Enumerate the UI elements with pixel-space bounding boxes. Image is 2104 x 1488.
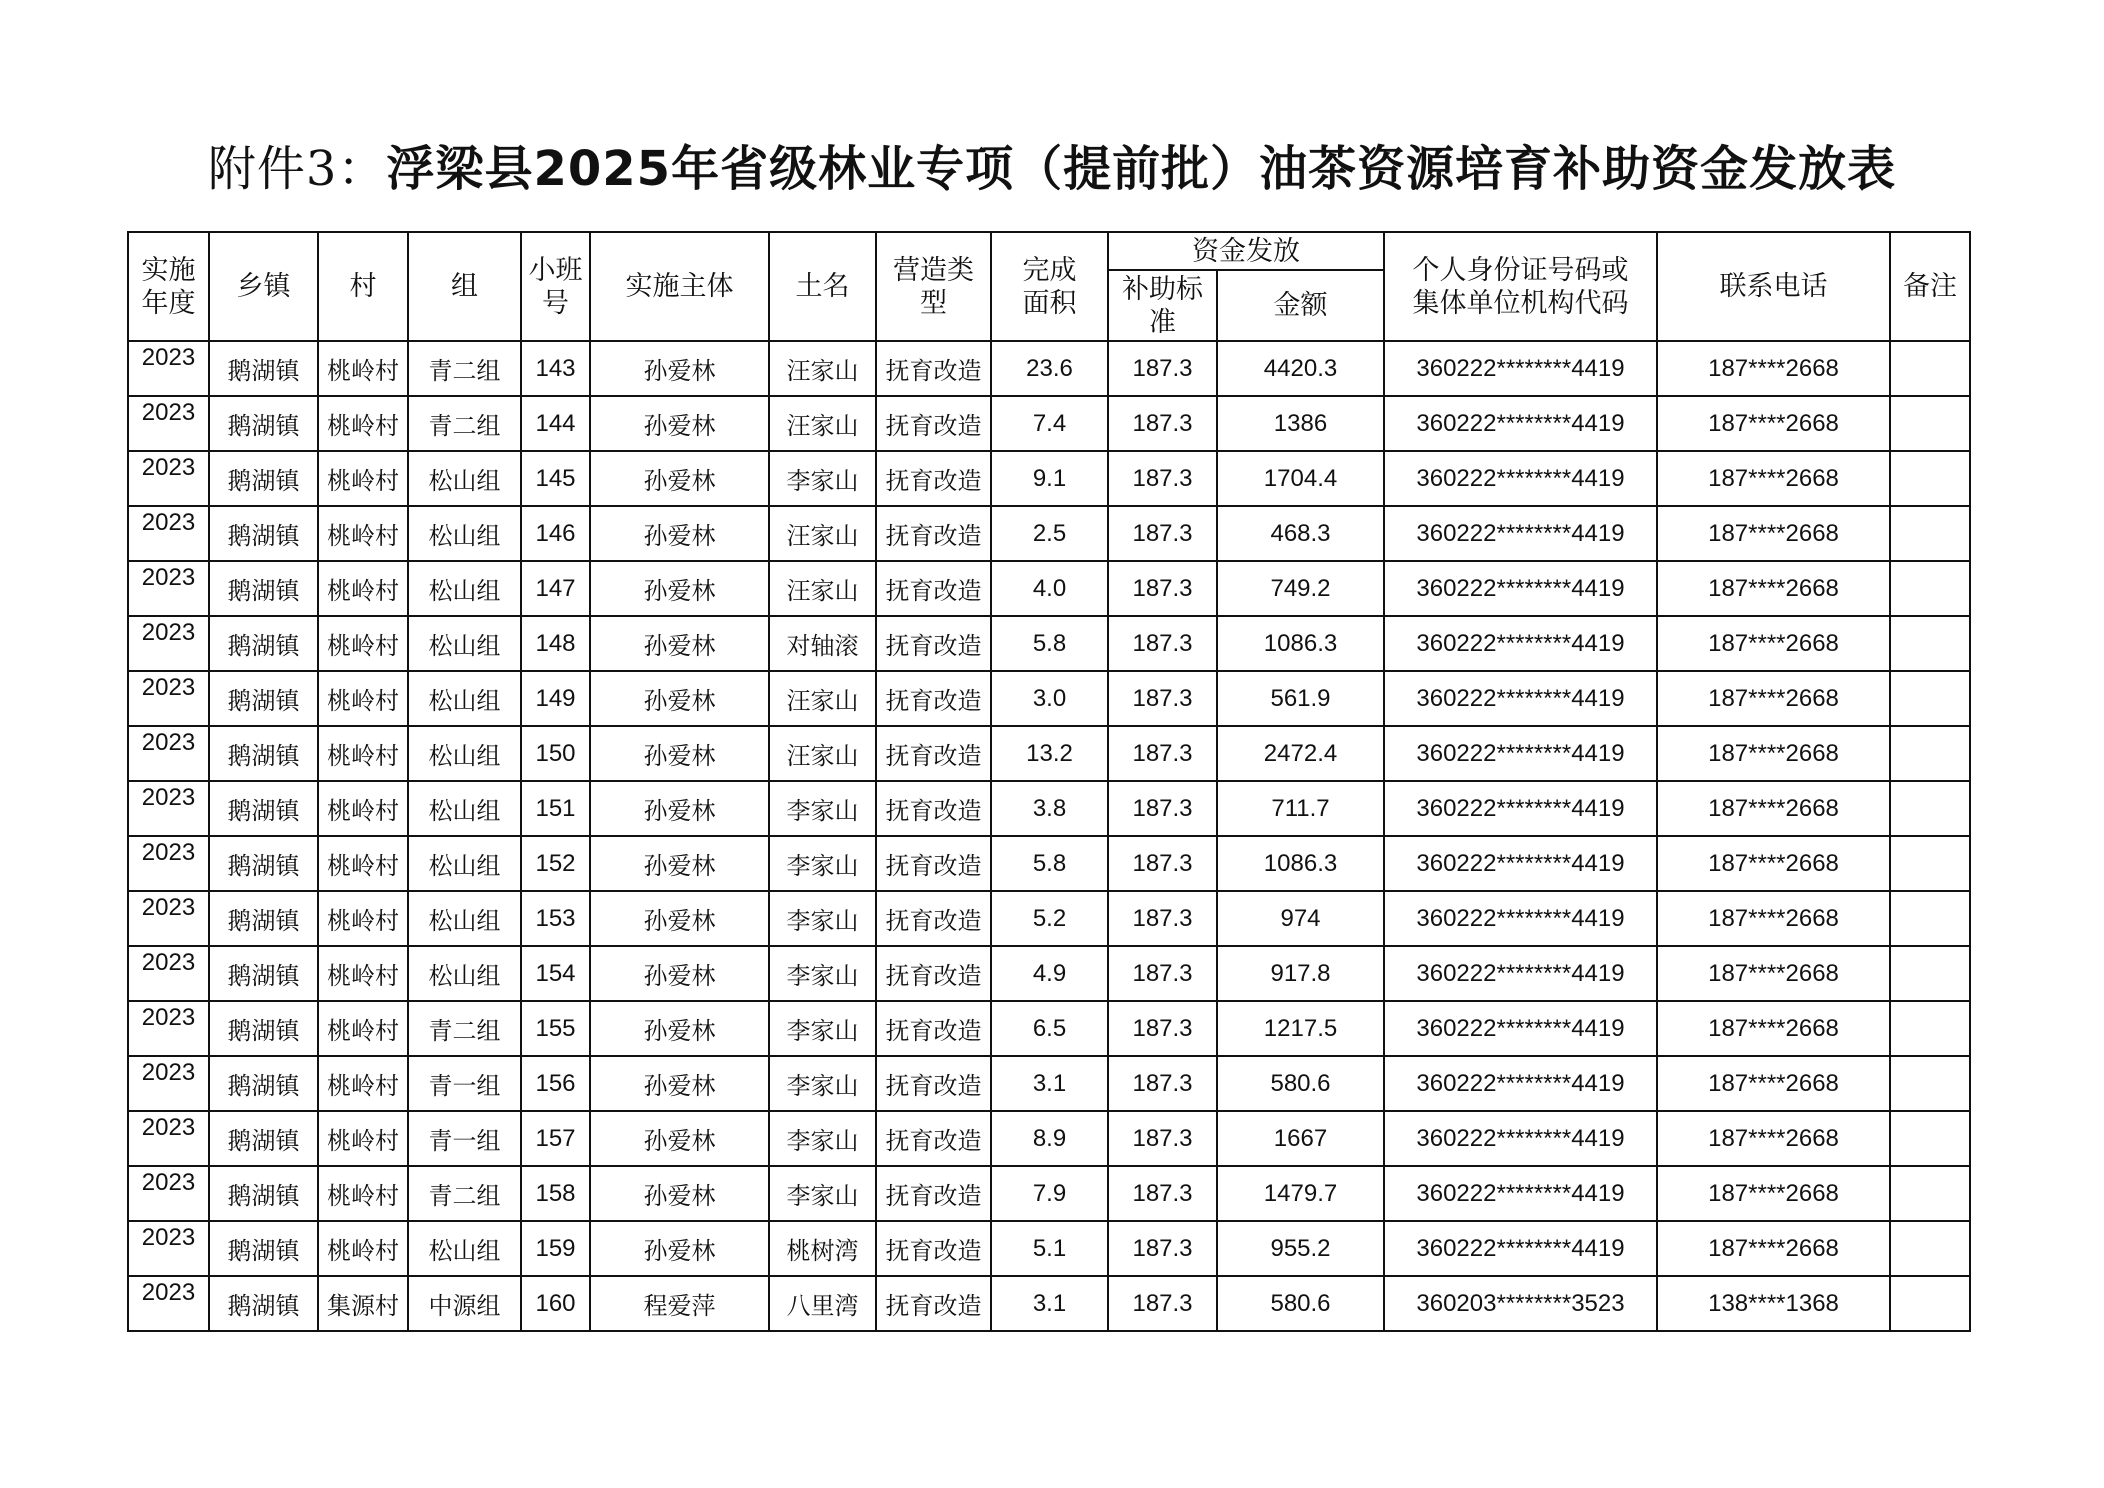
cell-year: 2023 <box>128 561 209 616</box>
cell-id-code: 360222********4419 <box>1384 341 1657 396</box>
cell-plot-no: 155 <box>521 1001 590 1056</box>
cell-remarks <box>1890 891 1970 946</box>
cell-remarks <box>1890 341 1970 396</box>
cell-build-type: 抚育改造 <box>876 726 991 781</box>
cell-remarks <box>1890 1221 1970 1276</box>
cell-standard: 187.3 <box>1108 1276 1217 1331</box>
cell-year: 2023 <box>128 1166 209 1221</box>
cell-build-type: 抚育改造 <box>876 396 991 451</box>
header-row-1 <box>128 232 1970 270</box>
cell-year: 2023 <box>128 396 209 451</box>
cell-phone: 187****2668 <box>1657 836 1890 891</box>
cell-town: 鹅湖镇 <box>209 341 318 396</box>
cell-phone: 187****2668 <box>1657 396 1890 451</box>
cell-id-code: 360222********4419 <box>1384 836 1657 891</box>
cell-amount: 1386 <box>1217 396 1384 451</box>
cell-plot-no: 146 <box>521 506 590 561</box>
cell-standard: 187.3 <box>1108 781 1217 836</box>
cell-plot-no: 154 <box>521 946 590 1001</box>
cell-place-name: 汪家山 <box>769 671 876 726</box>
cell-build-type: 抚育改造 <box>876 1276 991 1331</box>
cell-entity: 孙爱林 <box>590 341 769 396</box>
cell-build-type: 抚育改造 <box>876 1166 991 1221</box>
cell-remarks <box>1890 616 1970 671</box>
cell-town: 鹅湖镇 <box>209 1221 318 1276</box>
cell-town: 鹅湖镇 <box>209 616 318 671</box>
cell-phone: 187****2668 <box>1657 1056 1890 1111</box>
cell-area: 3.1 <box>991 1056 1108 1111</box>
table-row <box>128 1111 1970 1166</box>
cell-village: 桃岭村 <box>318 1111 408 1166</box>
cell-year: 2023 <box>128 836 209 891</box>
cell-year: 2023 <box>128 891 209 946</box>
cell-id-code: 360222********4419 <box>1384 616 1657 671</box>
cell-phone: 187****2668 <box>1657 1001 1890 1056</box>
cell-id-code: 360222********4419 <box>1384 1166 1657 1221</box>
cell-build-type: 抚育改造 <box>876 836 991 891</box>
cell-plot-no: 144 <box>521 396 590 451</box>
cell-area: 13.2 <box>991 726 1108 781</box>
cell-year: 2023 <box>128 726 209 781</box>
cell-amount: 4420.3 <box>1217 341 1384 396</box>
cell-year: 2023 <box>128 341 209 396</box>
cell-group: 松山组 <box>408 726 521 781</box>
cell-standard: 187.3 <box>1108 1166 1217 1221</box>
cell-village: 桃岭村 <box>318 836 408 891</box>
cell-group: 松山组 <box>408 671 521 726</box>
cell-id-code: 360222********4419 <box>1384 671 1657 726</box>
cell-group: 松山组 <box>408 561 521 616</box>
header-place-name: 土名 <box>769 232 876 341</box>
cell-town: 鹅湖镇 <box>209 396 318 451</box>
cell-remarks <box>1890 836 1970 891</box>
cell-group: 青二组 <box>408 341 521 396</box>
cell-phone: 187****2668 <box>1657 781 1890 836</box>
cell-group: 松山组 <box>408 946 521 1001</box>
cell-town: 鹅湖镇 <box>209 1001 318 1056</box>
cell-id-code: 360222********4419 <box>1384 946 1657 1001</box>
cell-build-type: 抚育改造 <box>876 891 991 946</box>
cell-id-code: 360222********4419 <box>1384 726 1657 781</box>
cell-area: 5.8 <box>991 616 1108 671</box>
header-amount: 金额 <box>1217 270 1384 341</box>
cell-place-name: 汪家山 <box>769 726 876 781</box>
table-row <box>128 341 1970 396</box>
cell-entity: 孙爱林 <box>590 726 769 781</box>
cell-remarks <box>1890 1276 1970 1331</box>
table-row <box>128 836 1970 891</box>
cell-build-type: 抚育改造 <box>876 1001 991 1056</box>
title-prefix: 附件3： <box>207 141 387 197</box>
cell-plot-no: 149 <box>521 671 590 726</box>
cell-village: 桃岭村 <box>318 1221 408 1276</box>
cell-town: 鹅湖镇 <box>209 946 318 1001</box>
cell-id-code: 360203********3523 <box>1384 1276 1657 1331</box>
cell-remarks <box>1890 781 1970 836</box>
cell-year: 2023 <box>128 946 209 1001</box>
cell-standard: 187.3 <box>1108 561 1217 616</box>
cell-entity: 孙爱林 <box>590 1111 769 1166</box>
cell-remarks <box>1890 506 1970 561</box>
cell-year: 2023 <box>128 506 209 561</box>
cell-year: 2023 <box>128 671 209 726</box>
cell-phone: 187****2668 <box>1657 1111 1890 1166</box>
cell-plot-no: 158 <box>521 1166 590 1221</box>
table-row <box>128 891 1970 946</box>
cell-plot-no: 151 <box>521 781 590 836</box>
cell-year: 2023 <box>128 1111 209 1166</box>
cell-village: 桃岭村 <box>318 1166 408 1221</box>
cell-entity: 孙爱林 <box>590 1221 769 1276</box>
table-row <box>128 396 1970 451</box>
cell-town: 鹅湖镇 <box>209 1276 318 1331</box>
cell-plot-no: 143 <box>521 341 590 396</box>
cell-entity: 孙爱林 <box>590 836 769 891</box>
cell-phone: 187****2668 <box>1657 671 1890 726</box>
cell-amount: 2472.4 <box>1217 726 1384 781</box>
cell-amount: 468.3 <box>1217 506 1384 561</box>
cell-plot-no: 157 <box>521 1111 590 1166</box>
cell-standard: 187.3 <box>1108 946 1217 1001</box>
cell-place-name: 李家山 <box>769 836 876 891</box>
cell-town: 鹅湖镇 <box>209 1166 318 1221</box>
cell-id-code: 360222********4419 <box>1384 451 1657 506</box>
cell-id-code: 360222********4419 <box>1384 561 1657 616</box>
cell-remarks <box>1890 561 1970 616</box>
cell-town: 鹅湖镇 <box>209 726 318 781</box>
table-row <box>128 1276 1970 1331</box>
cell-place-name: 李家山 <box>769 946 876 1001</box>
cell-entity: 孙爱林 <box>590 946 769 1001</box>
cell-phone: 187****2668 <box>1657 506 1890 561</box>
cell-area: 7.4 <box>991 396 1108 451</box>
cell-phone: 138****1368 <box>1657 1276 1890 1331</box>
cell-id-code: 360222********4419 <box>1384 1111 1657 1166</box>
header-plot-no: 小班 号 <box>521 232 590 341</box>
cell-group: 青二组 <box>408 1166 521 1221</box>
cell-standard: 187.3 <box>1108 396 1217 451</box>
cell-place-name: 对轴滚 <box>769 616 876 671</box>
cell-entity: 孙爱林 <box>590 671 769 726</box>
cell-village: 桃岭村 <box>318 341 408 396</box>
cell-village: 桃岭村 <box>318 396 408 451</box>
cell-standard: 187.3 <box>1108 1221 1217 1276</box>
header-village: 村 <box>318 232 408 341</box>
cell-build-type: 抚育改造 <box>876 561 991 616</box>
cell-town: 鹅湖镇 <box>209 561 318 616</box>
cell-build-type: 抚育改造 <box>876 781 991 836</box>
table-row <box>128 726 1970 781</box>
cell-phone: 187****2668 <box>1657 1221 1890 1276</box>
cell-place-name: 李家山 <box>769 1111 876 1166</box>
cell-area: 2.5 <box>991 506 1108 561</box>
cell-standard: 187.3 <box>1108 726 1217 781</box>
cell-amount: 580.6 <box>1217 1056 1384 1111</box>
cell-town: 鹅湖镇 <box>209 671 318 726</box>
cell-phone: 187****2668 <box>1657 946 1890 1001</box>
cell-group: 青一组 <box>408 1111 521 1166</box>
cell-plot-no: 145 <box>521 451 590 506</box>
cell-build-type: 抚育改造 <box>876 1111 991 1166</box>
cell-area: 3.0 <box>991 671 1108 726</box>
cell-group: 中源组 <box>408 1276 521 1331</box>
cell-id-code: 360222********4419 <box>1384 506 1657 561</box>
cell-village: 桃岭村 <box>318 561 408 616</box>
cell-plot-no: 147 <box>521 561 590 616</box>
cell-entity: 孙爱林 <box>590 451 769 506</box>
cell-village: 桃岭村 <box>318 781 408 836</box>
cell-place-name: 桃树湾 <box>769 1221 876 1276</box>
cell-amount: 1704.4 <box>1217 451 1384 506</box>
cell-amount: 580.6 <box>1217 1276 1384 1331</box>
cell-standard: 187.3 <box>1108 891 1217 946</box>
table-row <box>128 506 1970 561</box>
cell-area: 8.9 <box>991 1111 1108 1166</box>
cell-remarks <box>1890 671 1970 726</box>
cell-village: 桃岭村 <box>318 726 408 781</box>
header-funding-group: 资金发放 <box>1108 232 1384 270</box>
cell-phone: 187****2668 <box>1657 891 1890 946</box>
cell-standard: 187.3 <box>1108 1111 1217 1166</box>
cell-plot-no: 148 <box>521 616 590 671</box>
cell-village: 桃岭村 <box>318 1056 408 1111</box>
cell-amount: 974 <box>1217 891 1384 946</box>
cell-place-name: 李家山 <box>769 1056 876 1111</box>
cell-plot-no: 156 <box>521 1056 590 1111</box>
cell-phone: 187****2668 <box>1657 616 1890 671</box>
cell-group: 松山组 <box>408 616 521 671</box>
cell-village: 桃岭村 <box>318 1001 408 1056</box>
cell-plot-no: 160 <box>521 1276 590 1331</box>
cell-amount: 1667 <box>1217 1111 1384 1166</box>
cell-group: 松山组 <box>408 506 521 561</box>
cell-build-type: 抚育改造 <box>876 1056 991 1111</box>
table-row <box>128 1001 1970 1056</box>
cell-standard: 187.3 <box>1108 1056 1217 1111</box>
cell-remarks <box>1890 946 1970 1001</box>
header-standard: 补助标 准 <box>1108 270 1217 341</box>
cell-id-code: 360222********4419 <box>1384 781 1657 836</box>
cell-amount: 955.2 <box>1217 1221 1384 1276</box>
cell-place-name: 李家山 <box>769 781 876 836</box>
cell-village: 桃岭村 <box>318 946 408 1001</box>
cell-standard: 187.3 <box>1108 1001 1217 1056</box>
cell-year: 2023 <box>128 1056 209 1111</box>
cell-town: 鹅湖镇 <box>209 1111 318 1166</box>
cell-area: 4.0 <box>991 561 1108 616</box>
cell-town: 鹅湖镇 <box>209 506 318 561</box>
cell-area: 3.1 <box>991 1276 1108 1331</box>
cell-remarks <box>1890 726 1970 781</box>
cell-village: 桃岭村 <box>318 891 408 946</box>
cell-group: 青二组 <box>408 1001 521 1056</box>
cell-area: 9.1 <box>991 451 1108 506</box>
table-row <box>128 1056 1970 1111</box>
cell-group: 松山组 <box>408 451 521 506</box>
table-row <box>128 451 1970 506</box>
cell-remarks <box>1890 396 1970 451</box>
header-remarks: 备注 <box>1890 232 1970 341</box>
cell-entity: 孙爱林 <box>590 781 769 836</box>
cell-area: 23.6 <box>991 341 1108 396</box>
cell-build-type: 抚育改造 <box>876 671 991 726</box>
cell-build-type: 抚育改造 <box>876 506 991 561</box>
cell-group: 松山组 <box>408 836 521 891</box>
cell-village: 桃岭村 <box>318 671 408 726</box>
cell-entity: 孙爱林 <box>590 506 769 561</box>
title-main: 浮梁县2025年省级林业专项（提前批）油茶资源培育补助资金发放表 <box>386 141 1897 197</box>
cell-place-name: 李家山 <box>769 451 876 506</box>
cell-area: 3.8 <box>991 781 1108 836</box>
cell-place-name: 汪家山 <box>769 561 876 616</box>
cell-build-type: 抚育改造 <box>876 946 991 1001</box>
cell-year: 2023 <box>128 781 209 836</box>
cell-village: 桃岭村 <box>318 451 408 506</box>
cell-entity: 孙爱林 <box>590 1001 769 1056</box>
header-entity: 实施主体 <box>590 232 769 341</box>
cell-phone: 187****2668 <box>1657 561 1890 616</box>
cell-id-code: 360222********4419 <box>1384 891 1657 946</box>
cell-amount: 711.7 <box>1217 781 1384 836</box>
cell-standard: 187.3 <box>1108 341 1217 396</box>
cell-remarks <box>1890 1166 1970 1221</box>
cell-place-name: 八里湾 <box>769 1276 876 1331</box>
cell-build-type: 抚育改造 <box>876 1221 991 1276</box>
cell-area: 5.8 <box>991 836 1108 891</box>
header-year: 实施 年度 <box>128 232 209 341</box>
cell-town: 鹅湖镇 <box>209 891 318 946</box>
cell-group: 松山组 <box>408 1221 521 1276</box>
cell-standard: 187.3 <box>1108 451 1217 506</box>
cell-phone: 187****2668 <box>1657 451 1890 506</box>
cell-build-type: 抚育改造 <box>876 451 991 506</box>
cell-amount: 749.2 <box>1217 561 1384 616</box>
cell-town: 鹅湖镇 <box>209 836 318 891</box>
cell-area: 5.2 <box>991 891 1108 946</box>
cell-group: 松山组 <box>408 891 521 946</box>
cell-place-name: 汪家山 <box>769 396 876 451</box>
cell-amount: 1217.5 <box>1217 1001 1384 1056</box>
cell-standard: 187.3 <box>1108 671 1217 726</box>
cell-id-code: 360222********4419 <box>1384 1001 1657 1056</box>
cell-area: 4.9 <box>991 946 1108 1001</box>
cell-build-type: 抚育改造 <box>876 341 991 396</box>
cell-phone: 187****2668 <box>1657 341 1890 396</box>
header-area: 完成 面积 <box>991 232 1108 341</box>
cell-entity: 孙爱林 <box>590 891 769 946</box>
cell-plot-no: 150 <box>521 726 590 781</box>
table-row <box>128 946 1970 1001</box>
cell-entity: 孙爱林 <box>590 1166 769 1221</box>
cell-plot-no: 153 <box>521 891 590 946</box>
cell-area: 5.1 <box>991 1221 1108 1276</box>
table-row <box>128 561 1970 616</box>
cell-build-type: 抚育改造 <box>876 616 991 671</box>
cell-id-code: 360222********4419 <box>1384 396 1657 451</box>
subsidy-table <box>127 231 1971 1332</box>
document-title <box>0 138 2104 200</box>
cell-id-code: 360222********4419 <box>1384 1056 1657 1111</box>
cell-remarks <box>1890 451 1970 506</box>
header-id-code: 个人身份证号码或 集体单位机构代码 <box>1384 232 1657 341</box>
cell-place-name: 李家山 <box>769 1166 876 1221</box>
cell-group: 松山组 <box>408 781 521 836</box>
cell-phone: 187****2668 <box>1657 726 1890 781</box>
cell-year: 2023 <box>128 1221 209 1276</box>
table-body <box>128 341 1970 1331</box>
cell-town: 鹅湖镇 <box>209 781 318 836</box>
cell-remarks <box>1890 1001 1970 1056</box>
cell-entity: 孙爱林 <box>590 616 769 671</box>
cell-place-name: 汪家山 <box>769 341 876 396</box>
cell-year: 2023 <box>128 616 209 671</box>
cell-town: 鹅湖镇 <box>209 1056 318 1111</box>
table-row <box>128 616 1970 671</box>
cell-amount: 917.8 <box>1217 946 1384 1001</box>
cell-place-name: 汪家山 <box>769 506 876 561</box>
header-build-type: 营造类 型 <box>876 232 991 341</box>
cell-standard: 187.3 <box>1108 506 1217 561</box>
cell-plot-no: 159 <box>521 1221 590 1276</box>
cell-amount: 1479.7 <box>1217 1166 1384 1221</box>
cell-year: 2023 <box>128 451 209 506</box>
cell-standard: 187.3 <box>1108 836 1217 891</box>
cell-group: 青二组 <box>408 396 521 451</box>
table-row <box>128 1221 1970 1276</box>
cell-id-code: 360222********4419 <box>1384 1221 1657 1276</box>
cell-year: 2023 <box>128 1001 209 1056</box>
cell-remarks <box>1890 1056 1970 1111</box>
header-phone: 联系电话 <box>1657 232 1890 341</box>
cell-phone: 187****2668 <box>1657 1166 1890 1221</box>
cell-place-name: 李家山 <box>769 1001 876 1056</box>
cell-amount: 561.9 <box>1217 671 1384 726</box>
table-row <box>128 671 1970 726</box>
cell-entity: 孙爱林 <box>590 1056 769 1111</box>
header-town: 乡镇 <box>209 232 318 341</box>
cell-group: 青一组 <box>408 1056 521 1111</box>
cell-amount: 1086.3 <box>1217 836 1384 891</box>
cell-amount: 1086.3 <box>1217 616 1384 671</box>
cell-place-name: 李家山 <box>769 891 876 946</box>
cell-entity: 孙爱林 <box>590 396 769 451</box>
table-row <box>128 781 1970 836</box>
cell-village: 桃岭村 <box>318 506 408 561</box>
cell-standard: 187.3 <box>1108 616 1217 671</box>
cell-year: 2023 <box>128 1276 209 1331</box>
cell-entity: 孙爱林 <box>590 561 769 616</box>
table-row <box>128 1166 1970 1221</box>
cell-plot-no: 152 <box>521 836 590 891</box>
cell-village: 集源村 <box>318 1276 408 1331</box>
cell-area: 7.9 <box>991 1166 1108 1221</box>
cell-town: 鹅湖镇 <box>209 451 318 506</box>
cell-village: 桃岭村 <box>318 616 408 671</box>
header-group: 组 <box>408 232 521 341</box>
cell-remarks <box>1890 1111 1970 1166</box>
cell-area: 6.5 <box>991 1001 1108 1056</box>
cell-entity: 程爱萍 <box>590 1276 769 1331</box>
